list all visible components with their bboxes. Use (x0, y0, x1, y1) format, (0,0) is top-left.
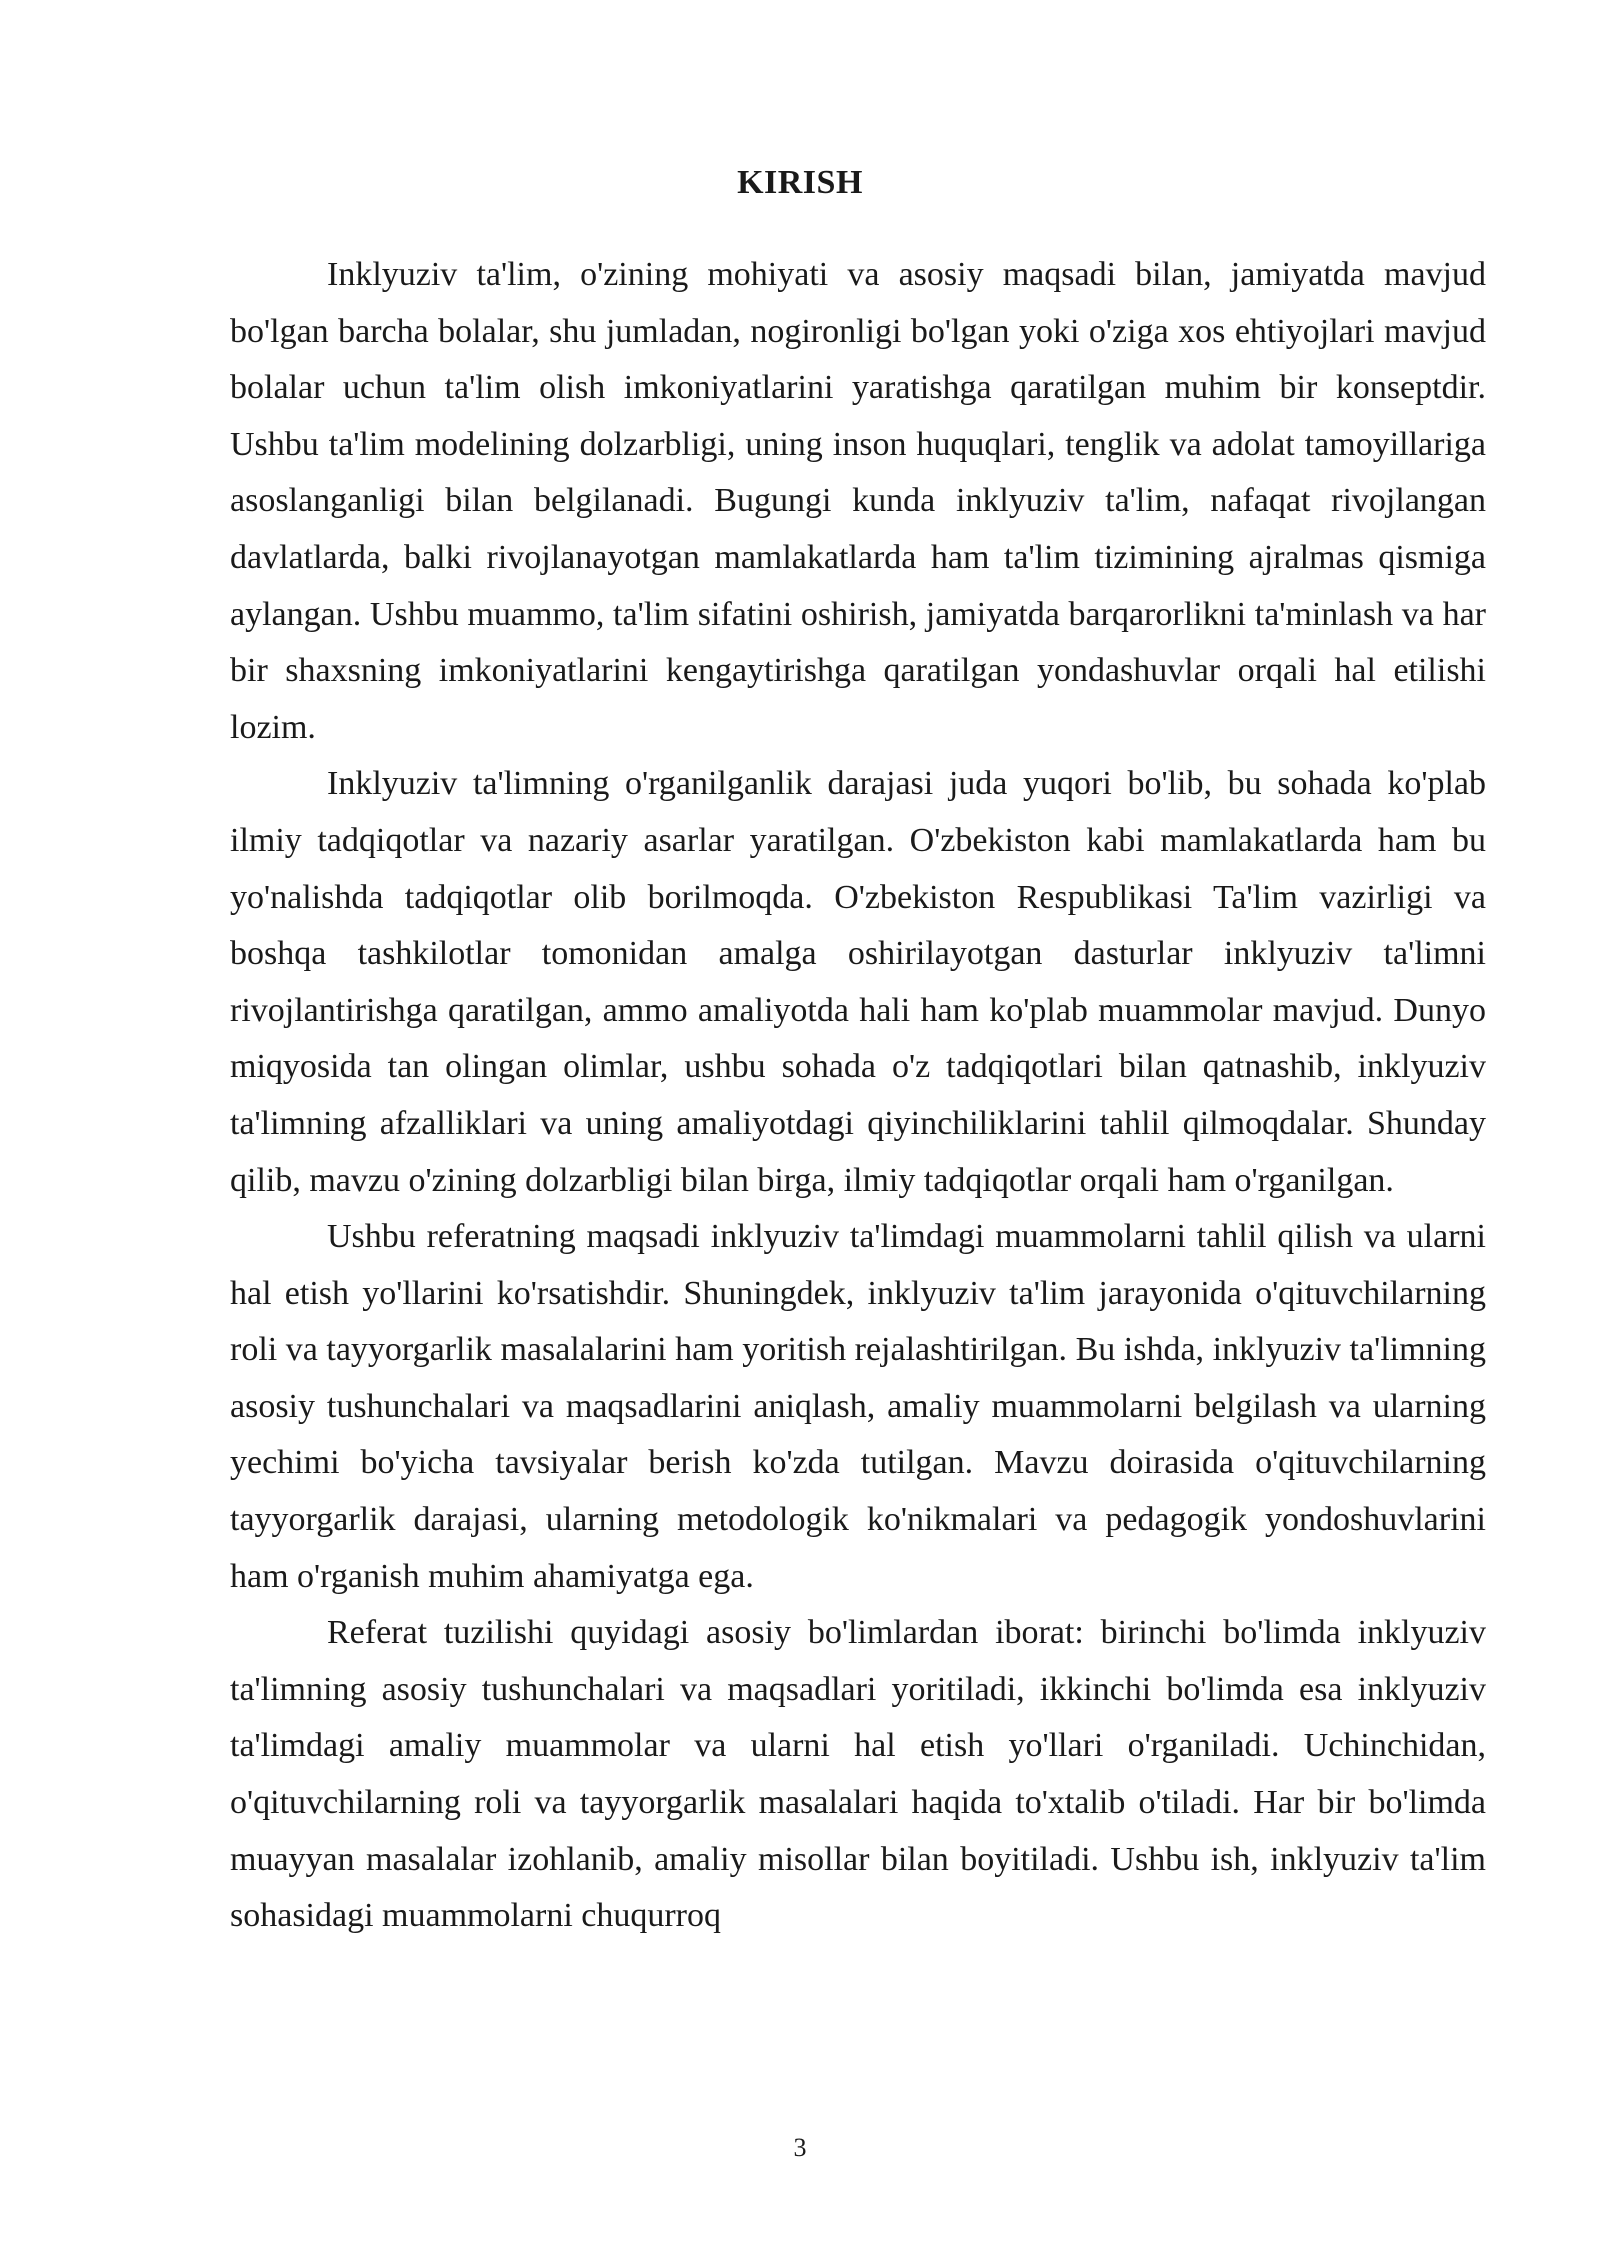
section-heading: KIRISH (737, 164, 863, 201)
paragraph-1: Inklyuziv ta'lim, o'zining mohiyati va asosiy maqsadi bilan, jamiyatda mavjud bo'lgan barcha bolalar, shu jumladan, nogironligi bo'lgan yoki o'ziga xos ehtiyojlari mavjud bolalar uchun ta'lim olish imkoniyatlarini yaratishga qaratilgan muhim bir konseptdir. Ushbu ta'lim modelining dolzarbligi, uning inson huquqlari, tenglik va adolat tamoyillariga asoslanganligi bilan belgilanadi. Bugungi kunda inklyuziv ta'lim, nafaqat rivojlangan davlatlarda, balki rivojlanayotgan mamlakatlarda ham ta'lim tizimining ajralmas qismiga aylangan. Ushbu muammo, ta'lim sifatini oshirish, jamiyatda barqarorlikni ta'minlash va har bir shaxsning imkoniyatlarini kengaytirishga qaratilgan yondashuvlar orqali hal etilishi lozim. (230, 256, 1486, 746)
page-number: 3 (793, 2133, 807, 2162)
paragraph-3: Ushbu referatning maqsadi inklyuziv ta'limdagi muammolarni tahlil qilish va ularni hal etish yo'llarini ko'rsatishdir. Shuningdek, inklyuziv ta'lim jarayonida o'qituvchilarning roli va tayyorgarlik masalalarini ham yoritish rejalashtirilgan. Bu ishda, inklyuziv ta'limning asosiy tushunchalari va maqsadlarini aniqlash, amaliy muammolarni belgilash va ularning yechimi bo'yicha tavsiyalar berish ko'zda tutilgan. Mavzu doirasida o'qituvchilarning tayyorgarlik darajasi, ularning metodologik ko'nikmalari va pedagogik yondoshuvlarini ham o'rganish muhim ahamiyatga ega. (230, 1218, 1486, 1595)
body-text (230, 247, 1486, 1945)
paragraph-2: Inklyuziv ta'limning o'rganilganlik darajasi juda yuqori bo'lib, bu sohada ko'plab ilmiy tadqiqotlar va nazariy asarlar yaratilgan. O'zbekiston kabi mamlakatlarda ham bu yo'nalishda tadqiqotlar olib borilmoqda. O'zbekiston Respublikasi Ta'lim vazirligi va boshqa tashkilotlar tomonidan amalga oshirilayotgan dasturlar inklyuziv ta'limni rivojlantirishga qaratilgan, ammo amaliyotda hali ham ko'plab muammolar mavjud. Dunyo miqyosida tan olingan olimlar, ushbu sohada o'z tadqiqotlari bilan qatnashib, inklyuziv ta'limning afzalliklari va uning amaliyotdagi qiyinchiliklarini tahlil qilmoqdalar. Shunday qilib, mavzu o'zining dolzarbligi bilan birga, ilmiy tadqiqotlar orqali ham o'rganilgan. (230, 765, 1486, 1199)
paragraph-4: Referat tuzilishi quyidagi asosiy bo'limlardan iborat: birinchi bo'limda inklyuziv ta'limning asosiy tushunchalari va maqsadlari yoritiladi, ikkinchi bo'limda esa inklyuziv ta'limdagi amaliy muammolar va ularni hal etish yo'llari o'rganiladi. Uchinchidan, o'qituvchilarning roli va tayyorgarlik masalalari haqida to'xtalib o'tiladi. Har bir bo'limda muayyan masalalar izohlanib, amaliy misollar bilan boyitiladi. Ushbu ish, inklyuziv ta'lim sohasidagi muammolarni chuqurroq (230, 1614, 1486, 1935)
